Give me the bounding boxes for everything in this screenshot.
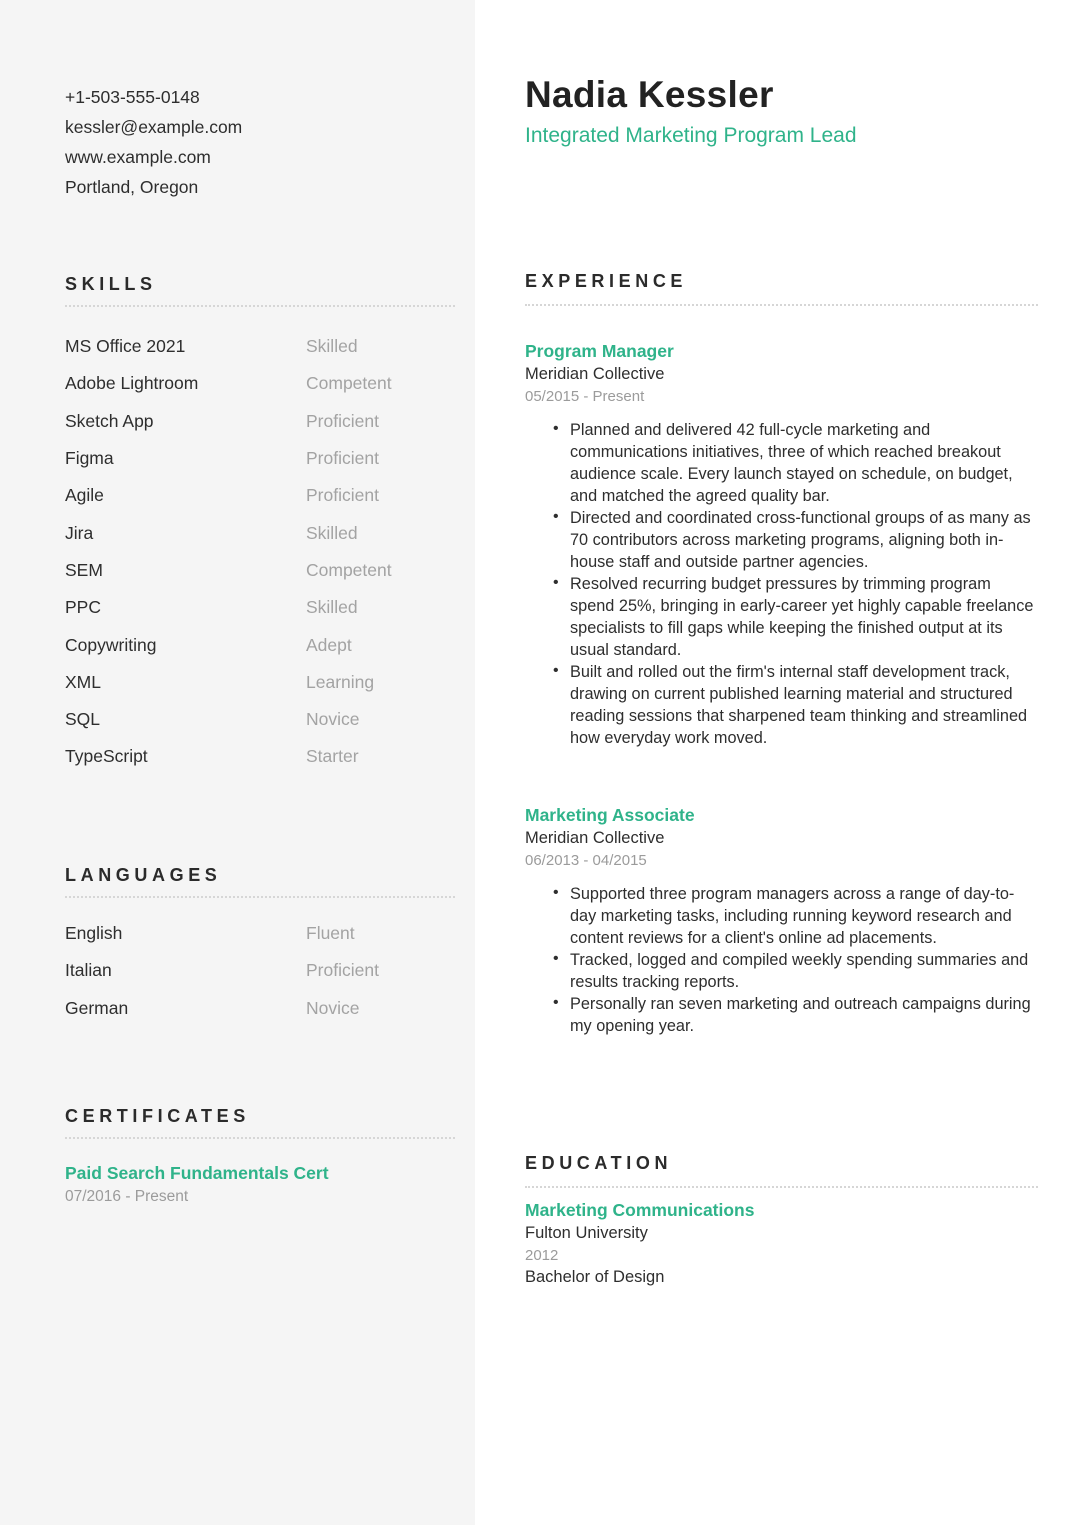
language-name: English (65, 923, 123, 944)
certificate-name: Paid Search Fundamentals Cert (65, 1163, 329, 1183)
experience-divider (525, 304, 1038, 306)
skill-name: Sketch App (65, 410, 154, 431)
language-name: German (65, 997, 129, 1018)
languages-heading: LANGUAGES (65, 865, 222, 885)
list-item (65, 403, 455, 440)
education-school: Fulton University (525, 1224, 648, 1242)
education-year: 2012 (525, 1247, 559, 1264)
language-level: Fluent (306, 923, 355, 944)
list-item (65, 915, 455, 952)
job-entry (525, 341, 1035, 749)
contact-info (65, 82, 242, 202)
education-heading: EDUCATION (525, 1153, 673, 1173)
job-entry (525, 805, 1035, 1037)
language-name: Italian (65, 960, 112, 981)
job-dates: 06/2013 - 04/2015 (525, 852, 647, 869)
certificates-heading: CERTIFICATES (65, 1106, 250, 1126)
skill-level: Skilled (306, 522, 358, 543)
list-item (65, 738, 455, 775)
contact-location: Portland, Oregon (65, 177, 199, 197)
certificate-item (65, 1163, 329, 1206)
skill-name: Copywriting (65, 634, 157, 655)
job-company: Meridian Collective (525, 829, 665, 847)
skill-level: Skilled (306, 336, 358, 357)
skill-name: Agile (65, 485, 104, 506)
list-item (65, 477, 455, 514)
bullet-item: • Directed and coordinated cross-functional groups of as many as 70 contributors across marketing programs, aligning both in-house staff and outside partner agencies. (570, 507, 1035, 573)
job-role: Integrated Marketing Program Lead (525, 124, 857, 147)
skill-level: Skilled (306, 597, 358, 618)
skill-name: MS Office 2021 (65, 336, 186, 357)
bullet-item: • Planned and delivered 42 full-cycle marketing and communications initiatives, three of which reached breakout audience scale. Every launch stayed on schedule, on budget, and matched the agreed quality bar. (570, 419, 1035, 507)
bullet-item: • Personally ran seven marketing and outreach campaigns during my opening year. (570, 993, 1035, 1037)
skill-name: SQL (65, 709, 101, 730)
contact-email[interactable]: kessler@example.com (65, 117, 243, 137)
contact-website[interactable]: www.example.com (65, 147, 211, 167)
skill-level: Competent (306, 559, 392, 580)
list-item (65, 552, 455, 589)
education-entry (525, 1200, 1035, 1287)
language-level: Proficient (306, 960, 379, 981)
bullet-item: • Built and rolled out the firm's internal staff development track, drawing on current published learning material and structured reading sessions that sharpened team thinking and streamlined how everyday work moved. (570, 661, 1035, 749)
skill-level: Starter (306, 746, 359, 767)
education-field: Marketing Communications (525, 1200, 755, 1220)
skill-level: Proficient (306, 485, 379, 506)
skills-list (65, 328, 455, 776)
list-item (65, 664, 455, 701)
list-item (65, 990, 455, 1027)
languages-list (65, 915, 455, 1027)
list-item (65, 514, 455, 551)
bullet-item: • Supported three program managers across a range of day-to-day marketing tasks, including running keyword research and content reviews for a client's online ad placements. (570, 883, 1035, 949)
job-dates: 05/2015 - Present (525, 388, 645, 405)
skill-level: Learning (306, 671, 375, 692)
skill-name: Jira (65, 522, 94, 543)
skill-name: PPC (65, 597, 101, 618)
certificates-divider (65, 1137, 455, 1139)
skill-name: SEM (65, 559, 103, 580)
list-item (65, 589, 455, 626)
languages-divider (65, 896, 455, 898)
skill-name: Adobe Lightroom (65, 373, 199, 394)
list-item (65, 365, 455, 402)
education-divider (525, 1186, 1038, 1188)
list-item (65, 328, 455, 365)
list-item (65, 440, 455, 477)
skill-level: Adept (306, 634, 352, 655)
skill-name: Figma (65, 448, 114, 469)
language-level: Novice (306, 997, 360, 1018)
job-title: Program Manager (525, 341, 674, 361)
skills-heading: SKILLS (65, 274, 157, 294)
bullet-item: • Tracked, logged and compiled weekly spending summaries and results tracking reports. (570, 949, 1035, 993)
skill-level: Proficient (306, 448, 379, 469)
person-name: Nadia Kessler (525, 74, 774, 115)
list-item (65, 626, 455, 663)
skill-name: TypeScript (65, 746, 148, 767)
skill-level: Competent (306, 373, 392, 394)
experience-heading: EXPERIENCE (525, 271, 688, 291)
skills-divider (65, 305, 455, 307)
job-company: Meridian Collective (525, 365, 665, 383)
skill-level: Proficient (306, 410, 379, 431)
certificate-dates: 07/2016 - Present (65, 1188, 189, 1205)
education-degree: Bachelor of Design (525, 1268, 665, 1286)
skill-name: XML (65, 671, 101, 692)
job-title: Marketing Associate (525, 805, 695, 825)
main-content (475, 0, 1080, 1525)
list-item (65, 701, 455, 738)
skill-level: Novice (306, 709, 360, 730)
bullet-item: • Resolved recurring budget pressures by trimming program spend 25%, bringing in early-career yet highly capable freelance specialists to fill gaps while keeping the finished output at its usual standard. (570, 573, 1035, 661)
job-bullets (525, 883, 1035, 1037)
job-bullets (525, 419, 1035, 749)
list-item (65, 952, 455, 989)
contact-phone: +1-503-555-0148 (65, 87, 200, 107)
